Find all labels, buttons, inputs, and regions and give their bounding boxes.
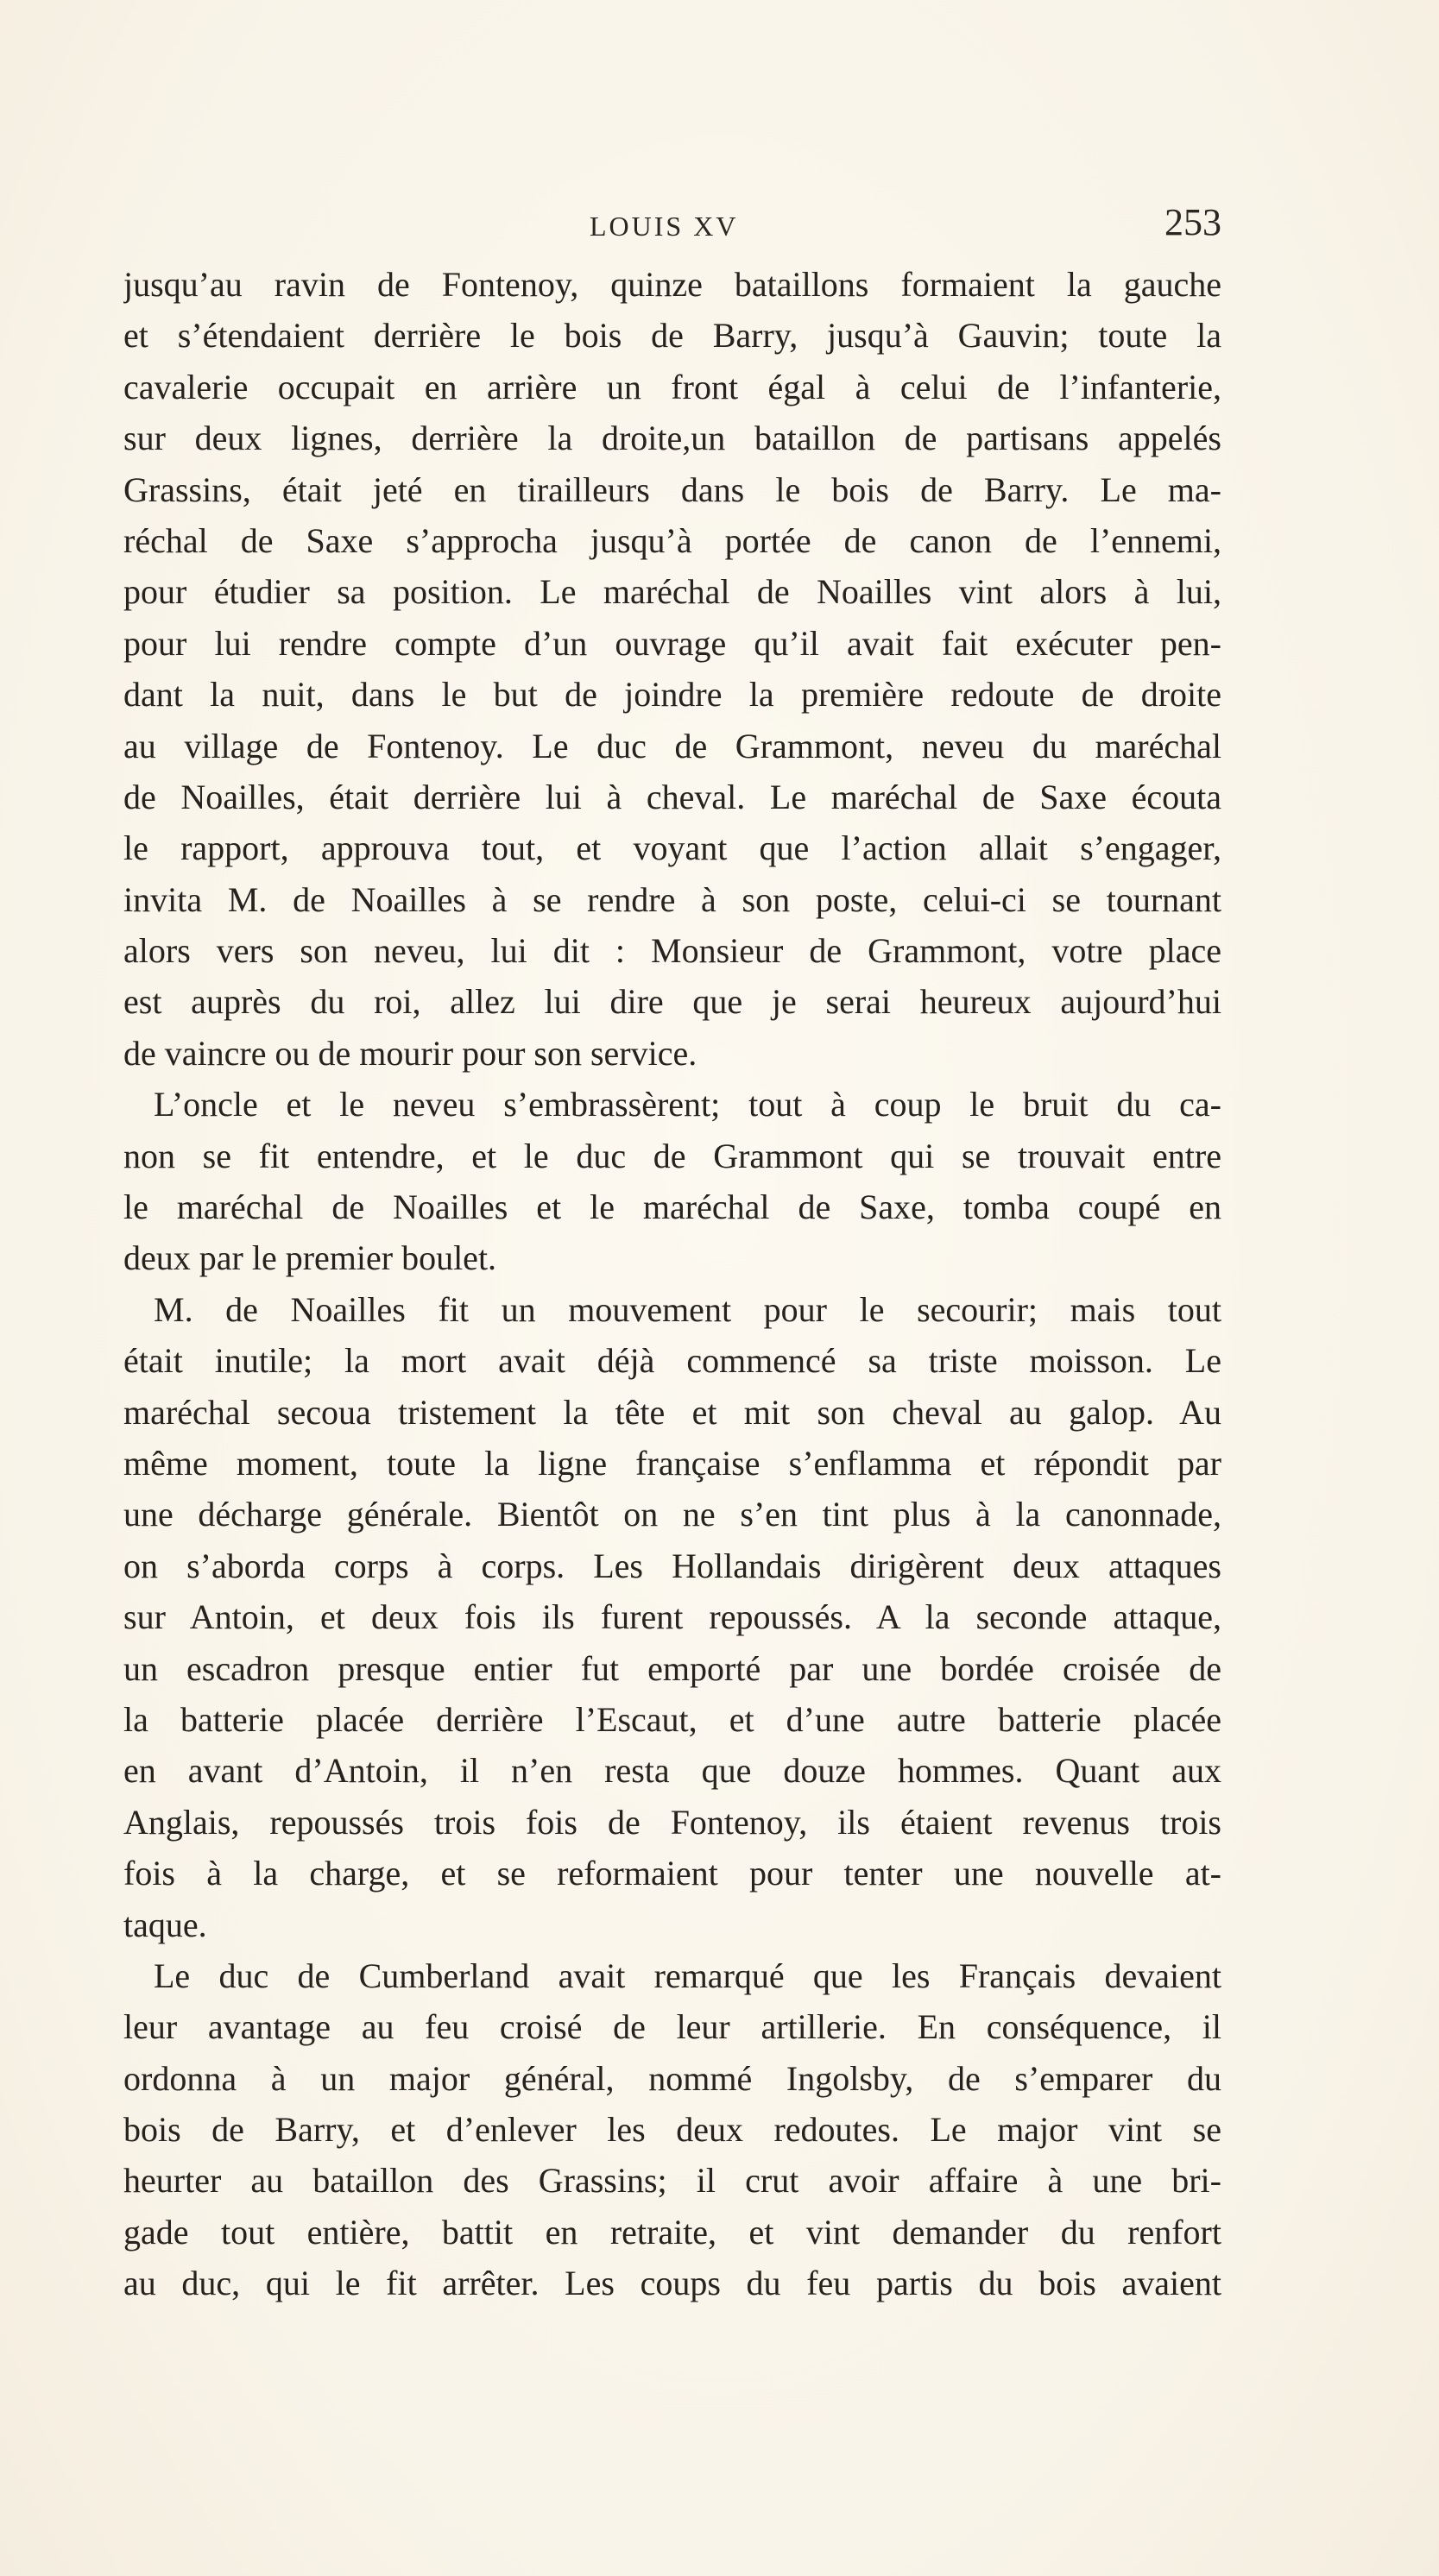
text-line: bois de Barry, et d’enlever les deux redoutes. Le major vint se (123, 2110, 1221, 2150)
text-line: L’oncle et le neveu s’embrassèrent; tout à coup le bruit du ca- (154, 1085, 1221, 1124)
text-line: est auprès du roi, allez lui dire que je serai heureux aujourd’hui (123, 982, 1221, 1022)
text-line: Grassins, était jeté en tirailleurs dans le bois de Barry. Le ma- (123, 469, 1221, 509)
text-line: le rapport, approuva tout, et voyant que l’action allait s’engager, (123, 828, 1221, 868)
text-line: Anglais, repoussés trois fois de Fontenoy, ils étaient revenus trois (123, 1802, 1221, 1842)
text-line: pour étudier sa position. Le maréchal de Noailles vint alors à lui, (123, 572, 1221, 612)
text-line: au village de Fontenoy. Le duc de Grammont, neveu du maréchal (123, 726, 1221, 765)
text-line: on s’aborda corps à corps. Les Hollandais dirigèrent deux attaques (123, 1546, 1221, 1585)
text-line: alors vers son neveu, lui dit : Monsieur de Grammont, votre place (123, 931, 1221, 971)
text-line: Le duc de Cumberland avait remarqué que les Français devaient (154, 1956, 1221, 1995)
text-line: invita M. de Noailles à se rendre à son poste, celui-ci se tournant (123, 879, 1221, 919)
text-line: gade tout entière, battit en retraite, et vint demander du renfort (123, 2212, 1221, 2252)
text-line: de vaincre ou de mourir pour son service. (123, 1033, 697, 1073)
text-line: cavalerie occupait en arrière un front égal à celui de l’infanterie, (123, 367, 1221, 406)
text-line: M. de Noailles fit un mouvement pour le secourir; mais tout (154, 1289, 1221, 1329)
paragraph (123, 1284, 1221, 1950)
text-line: une décharge générale. Bientôt on ne s’en tint plus à la canonnade, (123, 1495, 1221, 1534)
page-number: 253 (1164, 201, 1221, 243)
text-line: pour lui rendre compte d’un ouvrage qu’il avait fait exécuter pen- (123, 623, 1221, 663)
text-line: la batterie placée derrière l’Escaut, et d’une autre batterie placée (123, 1699, 1221, 1739)
body-text (123, 259, 1221, 2309)
text-line: était inutile; la mort avait déjà commencé sa triste moisson. Le (123, 1341, 1221, 1381)
text-line: au duc, qui le fit arrêter. Les coups du feu partis du bois avaient (123, 2264, 1221, 2303)
text-line: le maréchal de Noailles et le maréchal de Saxe, tomba coupé en (123, 1187, 1221, 1227)
text-line: en avant d’Antoin, il n’en resta que douze hommes. Quant aux (123, 1751, 1221, 1791)
text-line: de Noailles, était derrière lui à cheval. Le maréchal de Saxe écouta (123, 777, 1221, 816)
text-line: deux par le premier boulet. (123, 1238, 497, 1278)
paragraph (123, 259, 1221, 1079)
text-line: dant la nuit, dans le but de joindre la première redoute de droite (123, 675, 1221, 715)
running-title: LOUIS XV (590, 211, 739, 242)
text-line: maréchal secoua tristement la tête et mit son cheval au galop. Au (123, 1392, 1221, 1432)
text-line: heurter au bataillon des Grassins; il crut avoir affaire à une bri- (123, 2161, 1221, 2201)
text-line: même moment, toute la ligne française s’enflamma et répondit par (123, 1443, 1221, 1483)
text-line: taque. (123, 1905, 207, 1944)
text-line: jusqu’au ravin de Fontenoy, quinze bataillons formaient la gauche (123, 265, 1221, 304)
text-line: non se fit entendre, et le duc de Grammont qui se trouvait entre (123, 1136, 1221, 1175)
text-line: un escadron presque entier fut emporté par une bordée croisée de (123, 1648, 1221, 1688)
text-line: sur Antoin, et deux fois ils furent repoussés. A la seconde attaque, (123, 1597, 1221, 1637)
text-line: fois à la charge, et se reformaient pour tenter une nouvelle at- (123, 1854, 1221, 1893)
text-line: et s’étendaient derrière le bois de Barry, jusqu’à Gauvin; toute la (123, 316, 1221, 356)
paragraph (123, 1950, 1221, 2309)
paragraph (123, 1079, 1221, 1284)
text-line: sur deux lignes, derrière la droite,un bataillon de partisans appelés (123, 419, 1221, 458)
page-header (123, 200, 1221, 252)
text-line: ordonna à un major général, nommé Ingolsby, de s’emparer du (123, 2058, 1221, 2098)
text-line: réchal de Saxe s’approcha jusqu’à portée de canon de l’ennemi, (123, 520, 1221, 560)
text-line: leur avantage au feu croisé de leur artillerie. En conséquence, il (123, 2007, 1221, 2047)
